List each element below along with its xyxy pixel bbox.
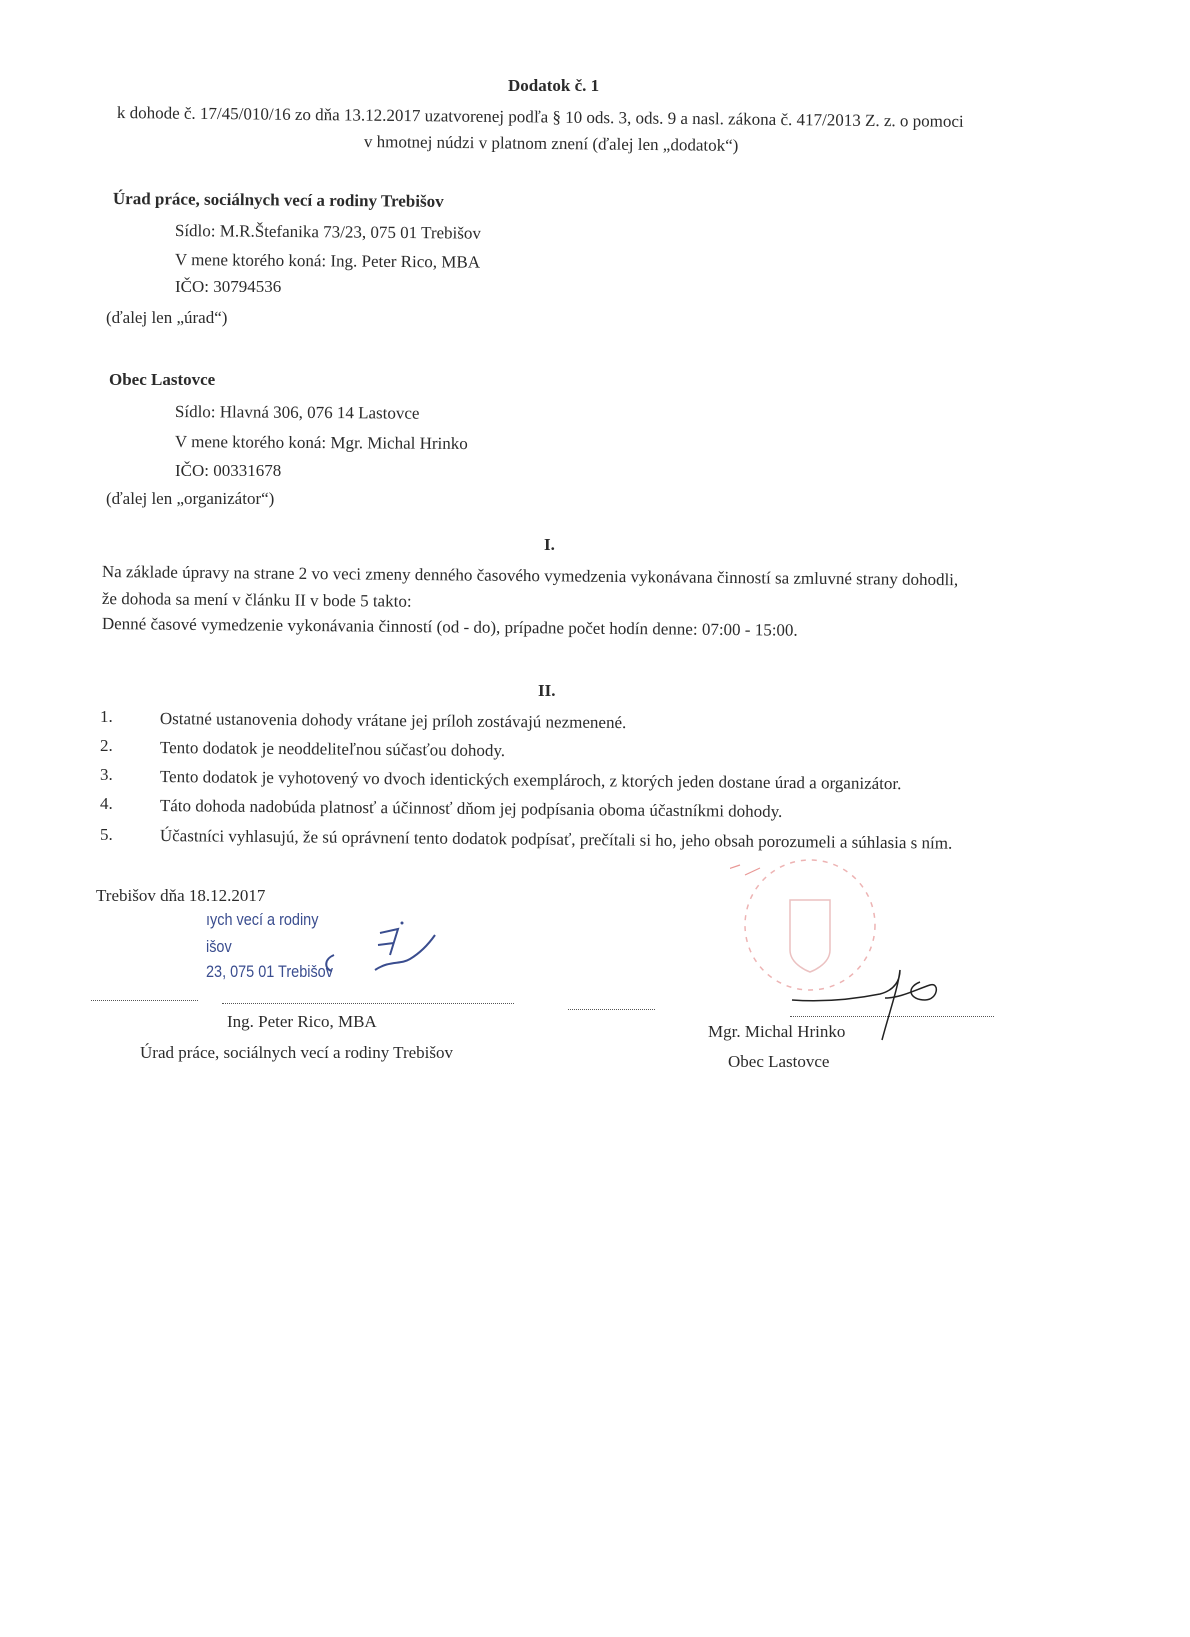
party2-representative: V mene ktorého koná: Mgr. Michal Hrinko	[174, 432, 468, 454]
list-item-number: 1.	[100, 707, 113, 726]
section1-line3: Denné časové vymedzenie vykonávania činností (od - do), prípadne počet hodín denne: 07:00 - 15:00.	[101, 614, 798, 640]
list-item: Účastníci vyhlasujú, že sú oprávnení tento dodatok podpísať, prečítali si ho, jeho obsah porozumeli a súhlasia s ním.	[159, 826, 953, 853]
signature-left-name: Ing. Peter Rico, MBA	[227, 1012, 377, 1031]
list-item: Táto dohoda nadobúda platnosť a účinnosť dňom jej podpísania oboma účastníkmi dohody.	[159, 796, 783, 821]
party2-ico: IČO: 00331678	[175, 461, 282, 480]
stamp-left-line2: išov	[206, 937, 232, 956]
party1-seat: Sídlo: M.R.Štefanika 73/23, 075 01 Trebišov	[174, 221, 482, 243]
place-date: Trebišov dňa 18.12.2017	[96, 886, 266, 905]
party1-alias: (ďalej len „úrad“)	[106, 308, 228, 327]
signature-line	[568, 1009, 655, 1010]
list-item: Tento dodatok je vyhotovený vo dvoch identických exemplároch, z ktorých jeden dostane úrad a organizátor.	[159, 767, 902, 794]
stamp-left-line3: 23, 075 01 Trebišov	[206, 962, 333, 981]
party1-ico: IČO: 30794536	[175, 277, 282, 296]
document-subtitle-line2: v hmotnej núdzi v platnom znení (ďalej len „dodatok“)	[363, 132, 739, 155]
section1-line1: Na základe úpravy na strane 2 vo veci zmeny denného časového vymedzenia vykonávana činností sa zmluvné strany dohodli,	[101, 562, 959, 590]
list-item: Ostatné ustanovenia dohody vrátane jej príloh zostávajú nezmenené.	[159, 709, 627, 733]
signature-line	[91, 1000, 198, 1001]
list-item-number: 2.	[100, 736, 113, 755]
list-item-number: 5.	[100, 825, 113, 844]
signature-line	[222, 1003, 514, 1004]
signature-right-org: Obec Lastovce	[728, 1052, 830, 1071]
list-item-number: 4.	[100, 794, 113, 813]
section1-line2: že dohoda sa mení v článku II v bode 5 takto:	[101, 589, 412, 611]
party1-representative: V mene ktorého koná: Ing. Peter Rico, MBA	[174, 250, 481, 272]
list-item: Tento dodatok je neoddeliteľnou súčasťou dohody.	[159, 738, 506, 761]
section1-heading: I.	[544, 535, 555, 554]
party2-seat: Sídlo: Hlavná 306, 076 14 Lastovce	[174, 402, 420, 423]
signature-right-name: Mgr. Michal Hrinko	[708, 1022, 846, 1041]
stamp-left-line1: ıych vecí a rodiny	[206, 910, 319, 929]
document-title: Dodatok č. 1	[508, 76, 600, 95]
signature-left-scribble	[320, 915, 450, 985]
document-subtitle-line1: k dohode č. 17/45/010/16 zo dňa 13.12.2017 uzatvorenej podľa § 10 ods. 3, ods. 9 a nasl. zákona č. 417/2013 Z. z. o pomoci	[116, 103, 964, 131]
section2-heading: II.	[538, 681, 556, 700]
signature-left-org: Úrad práce, sociálnych vecí a rodiny Trebišov	[140, 1043, 453, 1062]
party2-name: Obec Lastovce	[109, 370, 216, 389]
list-item-number: 3.	[100, 765, 113, 784]
party2-alias: (ďalej len „organizátor“)	[106, 489, 275, 508]
party1-name: Úrad práce, sociálnych vecí a rodiny Trebišov	[112, 189, 444, 211]
